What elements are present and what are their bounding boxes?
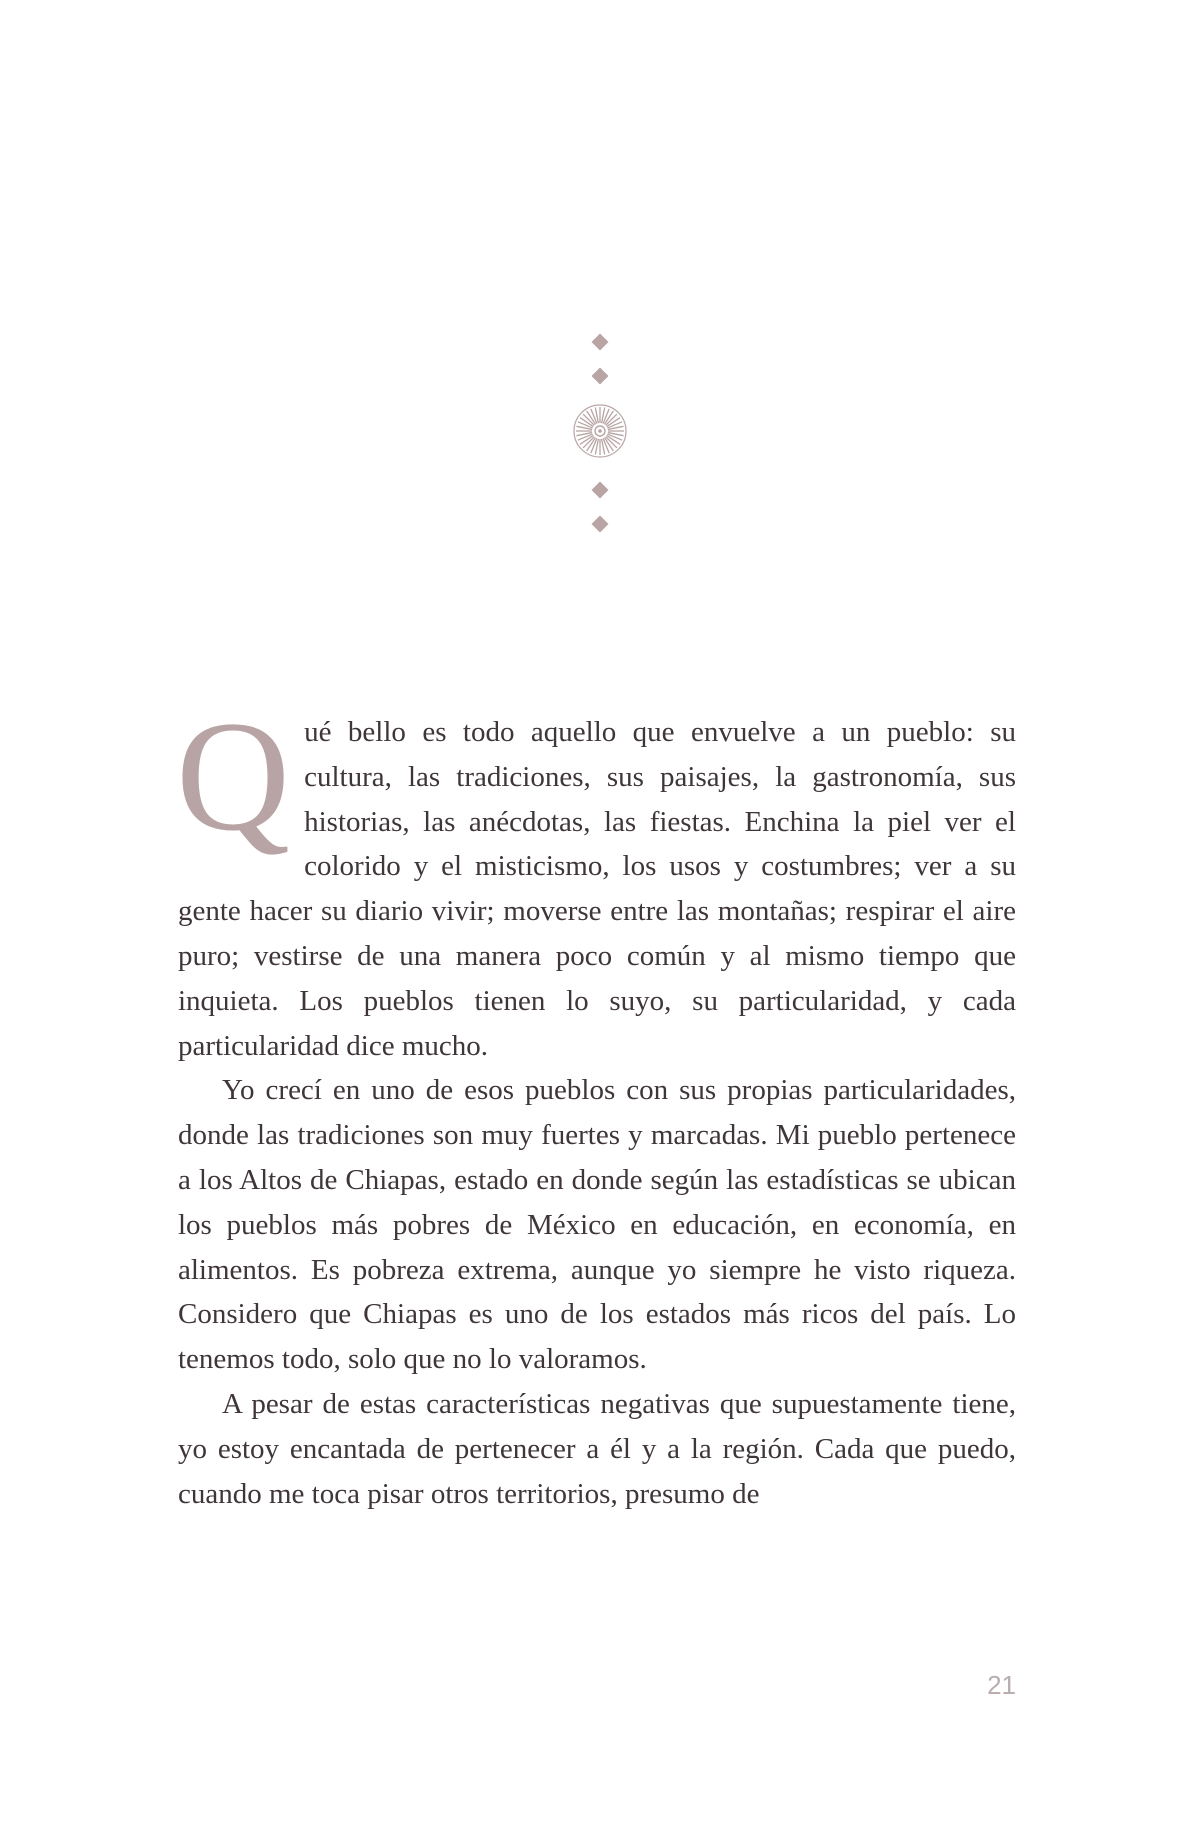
diamond-icon: [592, 368, 609, 385]
chapter-ornament: [0, 0, 1184, 600]
page-number: 21: [987, 1670, 1016, 1700]
rosette-icon: [570, 401, 630, 461]
diamond-icon: [592, 482, 609, 499]
paragraph-3: A pesar de estas características negativas que supuestamente tiene, yo estoy encantada de pertenecer a él y a la región. Cada que puedo, cuando me toca pisar otros territorios, presumo de: [178, 1387, 1016, 1510]
body-text: [176, 689, 1016, 1516]
paragraph-1-text: ué bello es todo aquello que envuelve a un pueblo: su cultura, las tradiciones, sus paisajes, la gastronomía, sus historias, las anécdotas, las fiestas. Enchina la piel ver el colorido y el misticismo, los usos y costumbres; ver a su gente hacer su diario vivir; moverse entre las montañas; respirar el aire puro; vestirse de una manera poco común y al mismo tiempo que inquieta. Los pueblos tienen lo suyo, su particularidad, y cada particularidad dice mucho.: [178, 716, 1016, 1062]
drop-cap: Q: [176, 689, 291, 864]
paragraph-2: Yo crecí en uno de esos pueblos con sus propias particularidades, donde las tradiciones son muy fuertes y marcadas. Mi pueblo pertenece a los Altos de Chiapas, estado en donde según las estadísticas se ubican los pueblos más pobres de México en educación, en economía, en alimentos. Es pobreza extrema, aunque yo siempre he visto riqueza. Considero que Chiapas es uno de los estados más ricos del país. Lo tenemos todo, solo que no lo valoramos.: [178, 1074, 1016, 1376]
diamond-icon: [592, 516, 609, 533]
diamond-icon: [592, 334, 609, 351]
paragraph-1: [176, 689, 1016, 1068]
